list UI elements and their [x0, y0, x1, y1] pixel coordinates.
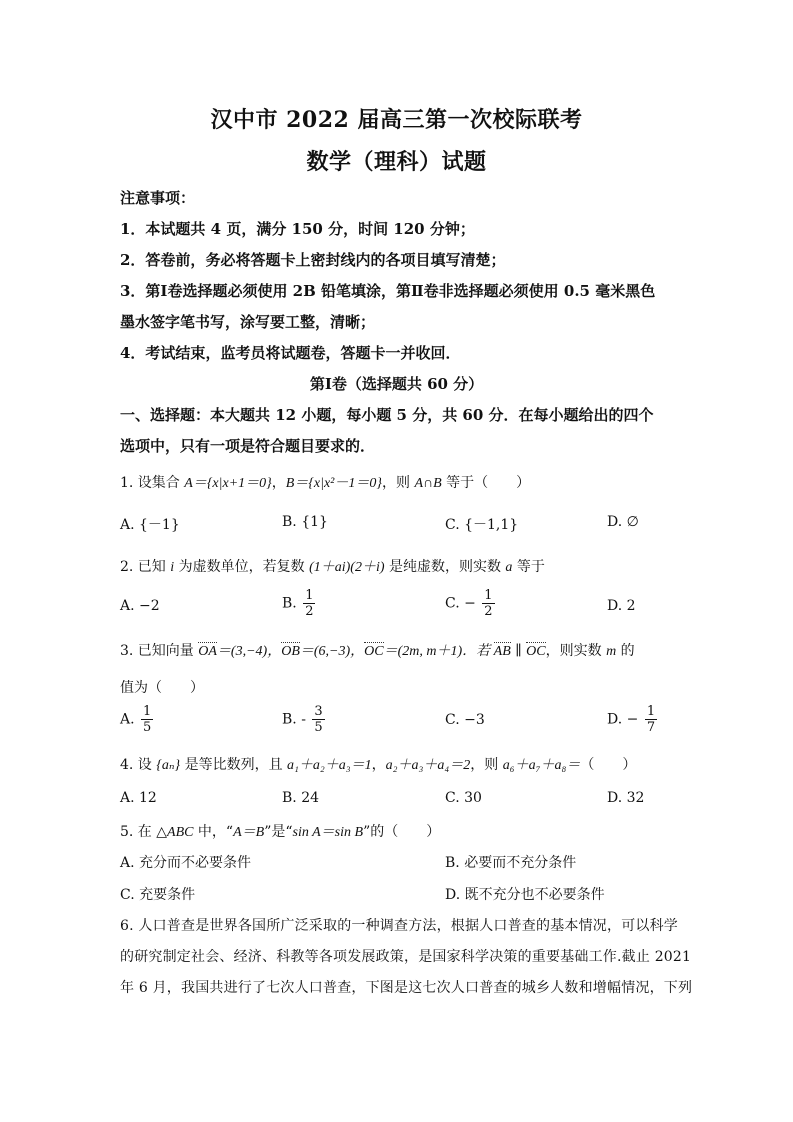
option-label: D. − [607, 711, 639, 728]
question-6-line: 的研究制定社会、经济、科教等各项发展政策，是国家科学决策的重要基础工作.截止 2021 [120, 949, 692, 965]
option-b[interactable] [282, 704, 327, 735]
question-text: ”的（ ） [363, 824, 441, 840]
question-text: 等于（ ） [441, 475, 531, 491]
question-3 [120, 640, 635, 660]
parallel-symbol: ∥ [510, 643, 527, 659]
question-text: ， [271, 475, 286, 491]
intersection-expr: A∩B [414, 476, 442, 491]
option-a[interactable] [120, 704, 155, 735]
fraction: $\frac{1}{2}$ [484, 588, 493, 619]
section-instruction: 一、选择题：本大题共 12 小题，每小题 5 分，共 60 分．在每小题给出的四个 [120, 406, 654, 424]
option-c[interactable]: C. −3 [445, 712, 485, 728]
note-item: 4．考试结束，监考员将试题卷，答题卡一并收回． [120, 344, 461, 362]
complex-expr: (1＋ai)(2＋i) [309, 560, 385, 575]
vector-value: ＝(2m, m＋1)．若 [383, 644, 494, 659]
question-text: 5. 在 △ [120, 824, 168, 840]
option-a[interactable]: A. {－1} [120, 517, 180, 533]
note-item: 1．本试题共 4 页，满分 150 分，时间 120 分钟； [120, 220, 475, 238]
option-c[interactable]: C. 30 [445, 790, 482, 806]
option-d[interactable]: D. 2 [607, 598, 636, 614]
option-b[interactable]: B. {1} [282, 514, 328, 530]
option-d[interactable]: D. 32 [607, 790, 645, 806]
question-text: ”是“ [264, 824, 293, 840]
vector-oc: OC [364, 644, 384, 659]
option-label: A. [120, 711, 135, 728]
volume-heading: 第Ⅰ卷（选择题共 60 分） [309, 375, 484, 393]
option-a[interactable]: A. −2 [120, 598, 160, 614]
var-m: m [606, 644, 617, 659]
vector-ob: OB [281, 644, 300, 659]
note-item: 3．第Ⅰ卷选择题必须使用 2B 铅笔填涂，第Ⅱ卷非选择题必须使用 0.5 毫米黑色 [120, 282, 656, 300]
question-6-line: 年 6 月，我国共进行了七次人口普查，下图是这七次人口普查的城乡人数和增幅情况，下列 [120, 980, 693, 996]
question-text: 为虚数单位，若复数 [174, 559, 310, 575]
fraction: $\frac{3}{5}$ [314, 704, 323, 735]
vector-value: ＝(6,−3)， [299, 644, 365, 659]
sequence: {aₙ} [156, 758, 181, 773]
question-text: 4. 设 [120, 757, 157, 773]
option-c[interactable]: C. 充要条件 [120, 887, 196, 903]
option-label: B. [282, 595, 297, 612]
set-b: B＝{x|x²－1＝0} [285, 476, 382, 491]
equation: a₆＋a₇＋a₈＝ [502, 758, 581, 773]
question-text: 是等比数列，且 [180, 757, 288, 773]
option-a[interactable]: A. 12 [120, 790, 157, 806]
question-text: 中，“ [193, 824, 234, 840]
var-a: a [505, 560, 513, 575]
option-d[interactable]: D. ∅ [607, 514, 639, 530]
option-d[interactable]: D. 既不充分也不必要条件 [445, 887, 605, 903]
question-text: 1. 设集合 [120, 475, 185, 491]
note-item: 墨水签字笔书写，涂写要工整，清晰； [120, 313, 376, 331]
question-text: 的 [616, 643, 635, 659]
question-text: 3. 已知向量 [120, 643, 199, 659]
question-text: 是纯虚数，则实数 [384, 559, 506, 575]
equation: a₂＋a₃＋a₄＝2 [385, 758, 471, 773]
triangle-abc: ABC [167, 825, 194, 840]
imag-unit: i [170, 560, 175, 575]
question-text: 等于 [512, 559, 545, 575]
question-2 [120, 556, 545, 576]
vector-oc: OC [526, 644, 546, 659]
note-item: 2．答卷前，务必将答题卡上密封线内的各项目填写清楚； [120, 251, 506, 269]
question-text: 值为（ ） [120, 680, 204, 696]
exam-title: 汉中市 2022 届高三第一次校际联考 [210, 107, 583, 133]
condition: sin A＝sin B [292, 825, 364, 840]
option-b[interactable] [282, 588, 317, 619]
option-a[interactable]: A. 充分而不必要条件 [120, 855, 252, 871]
vector-value: ＝(3,−4)， [216, 644, 282, 659]
question-text: ，则 [470, 757, 503, 773]
notes-heading: 注意事项： [120, 189, 196, 207]
condition: A＝B [233, 825, 265, 840]
option-b[interactable]: B. 必要而不充分条件 [445, 855, 577, 871]
option-b[interactable]: B. 24 [282, 790, 320, 806]
equation: a₁＋a₂＋a₃＝1 [287, 758, 372, 773]
question-text: （ ） [580, 757, 637, 773]
question-1 [120, 472, 530, 492]
option-c[interactable]: C. {－1,1} [445, 517, 519, 533]
option-c[interactable] [445, 588, 497, 619]
question-text: 2. 已知 [120, 559, 171, 575]
question-5 [120, 821, 440, 841]
fraction: $\frac{1}{5}$ [143, 704, 152, 735]
vector-ab: AB [493, 644, 511, 659]
question-4 [120, 754, 636, 774]
exam-subtitle: 数学（理科）试题 [306, 149, 487, 175]
option-label: B. - [282, 711, 306, 728]
vector-oa: OA [198, 644, 217, 659]
option-d[interactable] [607, 704, 659, 735]
question-text: ， [371, 757, 386, 773]
section-instruction: 选项中，只有一项是符合题目要求的． [120, 437, 376, 455]
set-a: A＝{x|x+1＝0} [184, 476, 272, 491]
question-text: ，则 [381, 475, 415, 491]
fraction: $\frac{1}{7}$ [646, 704, 656, 735]
question-text: ，则实数 [545, 643, 607, 659]
fraction: $\frac{1}{2}$ [305, 588, 314, 619]
option-label: C. − [445, 595, 476, 612]
question-6-line: 6. 人口普查是世界各国所广泛采取的一种调查方法，根据人口普查的基本情况，可以科学 [120, 918, 679, 934]
